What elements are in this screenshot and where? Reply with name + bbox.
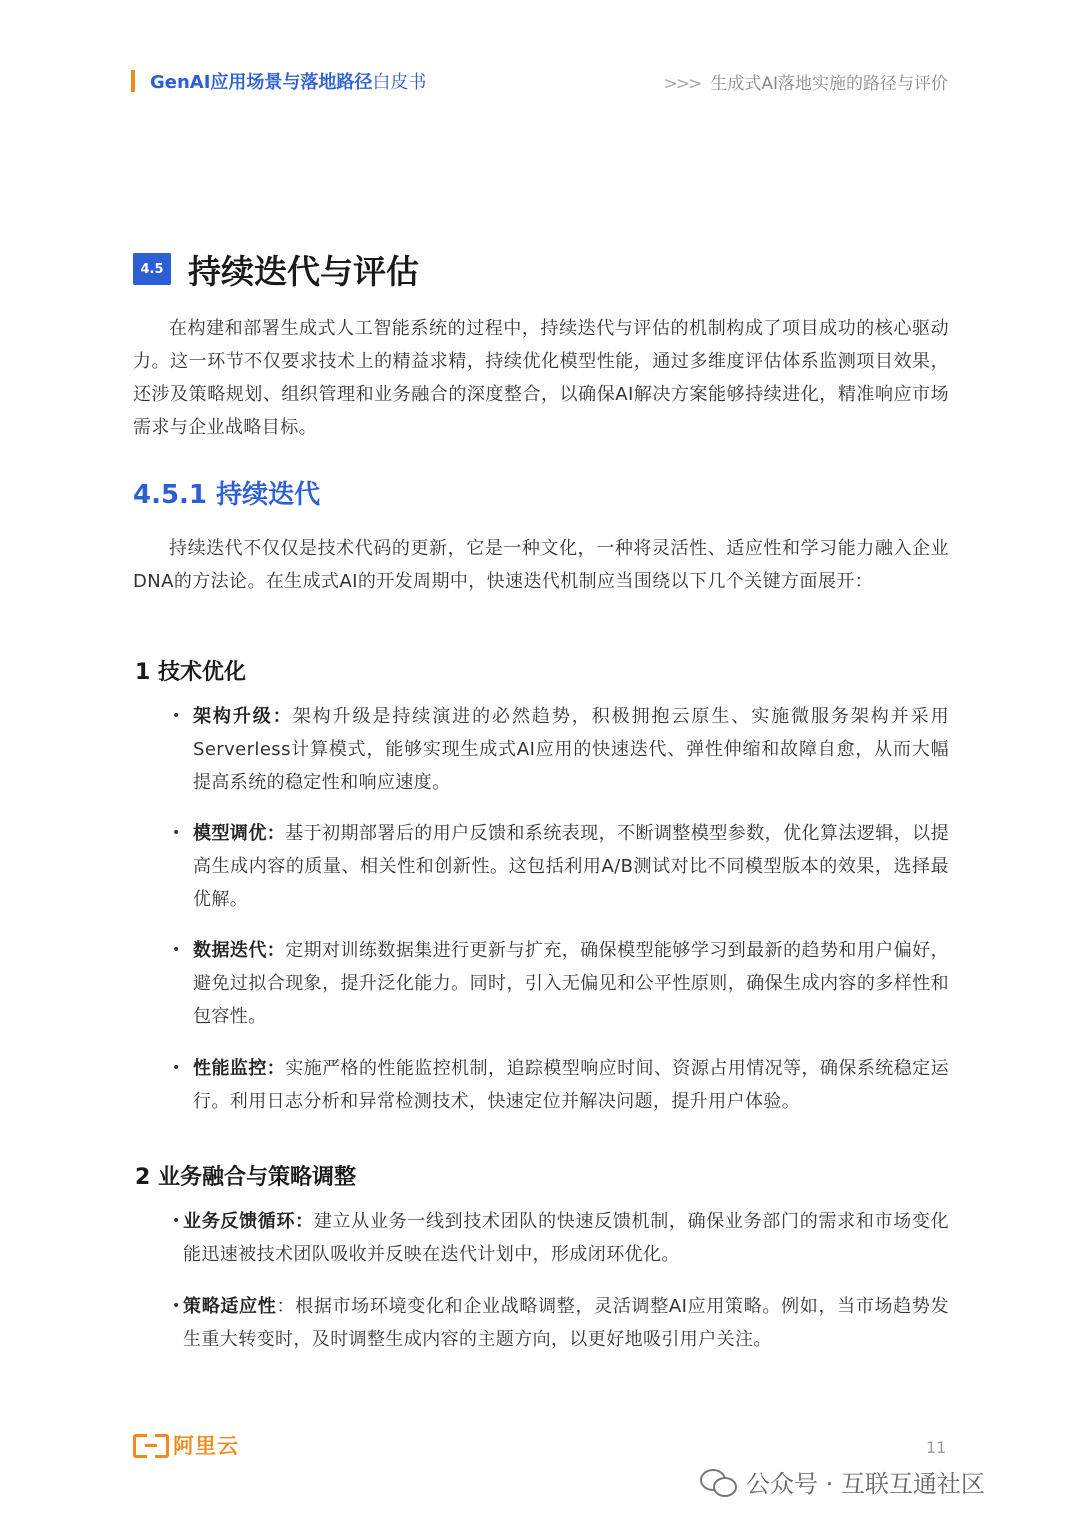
page-header bbox=[0, 0, 1080, 100]
bullet-dot-icon: • bbox=[172, 942, 181, 958]
section-number-badge: 4.5 bbox=[133, 253, 171, 285]
bullet-dot-icon: • bbox=[172, 1298, 181, 1314]
bullet-dot-icon: • bbox=[172, 1213, 181, 1229]
list-item: • 业务反馈循环：建立从业务一线到技术团队的快速反馈机制，确保业务部门的需求和市场变化能迅速被技术团队吸收并反映在迭代计划中，形成闭环优化。 bbox=[172, 1205, 949, 1271]
section-intro-paragraph: 在构建和部署生成式人工智能系统的过程中，持续迭代与评估的机制构成了项目成功的核心驱动力。这一环节不仅要求技术上的精益求精，持续优化模型性能，通过多维度评估体系监测项目效果，还涉及策略规划、组织管理和业务融合的深度整合，以确保AI解决方案能够持续进化，精准响应市场需求与企业战略目标。 bbox=[133, 318, 949, 438]
watermark-text: 公众号 · 互联互通社区 bbox=[746, 1470, 985, 1498]
document-title: GenAI应用场景与落地路径白皮书 bbox=[150, 72, 427, 93]
bullet-dot-icon: • bbox=[172, 1060, 181, 1076]
header-accent-bar bbox=[131, 70, 135, 92]
list-item: • 架构升级：架构升级是持续演进的必然趋势，积极拥抱云原生、实施微服务架构并采用Serverless计算模式，能够实现生成式AI应用的快速迭代、弹性伸缩和故障自愈，从而大幅提高系统的稳定性和响应速度。 bbox=[172, 700, 949, 799]
list-item: • 模型调优：基于初期部署后的用户反馈和系统表现，不断调整模型参数，优化算法逻辑，以提高生成内容的质量、相关性和创新性。这包括利用A/B测试对比不同模型版本的效果，选择最优解。 bbox=[172, 817, 949, 916]
list-item: • 数据迭代：定期对训练数据集进行更新与扩充，确保模型能够学习到最新的趋势和用户偏好，避免过拟合现象，提升泛化能力。同时，引入无偏见和公平性原则，确保生成内容的多样性和包容性。 bbox=[172, 934, 949, 1033]
heading-tech-optimization: 1 技术优化 bbox=[135, 660, 246, 685]
list-item: • 性能监控：实施严格的性能监控机制，追踪模型响应时间、资源占用情况等，确保系统稳定运行。利用日志分析和异常检测技术，快速定位并解决问题，提升用户体验。 bbox=[172, 1052, 949, 1118]
subsection-title: 4.5.1 持续迭代 bbox=[133, 480, 321, 510]
double-chevron-icon: >>> bbox=[663, 74, 701, 94]
wechat-icon bbox=[700, 1467, 736, 1497]
aliyun-logo-icon bbox=[133, 1434, 169, 1456]
list-item: • 策略适应性：根据市场环境变化和企业战略调整，灵活调整AI应用策略。例如，当市场趋势发生重大转变时，及时调整生成内容的主题方向，以更好地吸引用户关注。 bbox=[172, 1290, 949, 1356]
heading-business-integration: 2 业务融合与策略调整 bbox=[135, 1165, 356, 1190]
chapter-title: >>> 生成式AI落地实施的路径与评价 bbox=[663, 74, 948, 94]
subsection-intro-paragraph: 持续迭代不仅仅是技术代码的更新，它是一种文化，一种将灵活性、适应性和学习能力融入企业DNA的方法论。在生成式AI的开发周期中，快速迭代机制应当围绕以下几个关键方面展开： bbox=[133, 538, 949, 592]
page-number: 11 bbox=[926, 1438, 947, 1457]
aliyun-logo bbox=[133, 1430, 239, 1460]
section-title: 持续迭代与评估 bbox=[188, 252, 419, 291]
bullet-dot-icon: • bbox=[172, 708, 181, 724]
wechat-watermark bbox=[700, 1464, 985, 1499]
logo-text: 阿里云 bbox=[173, 1434, 239, 1458]
bullet-dot-icon: • bbox=[172, 825, 181, 841]
